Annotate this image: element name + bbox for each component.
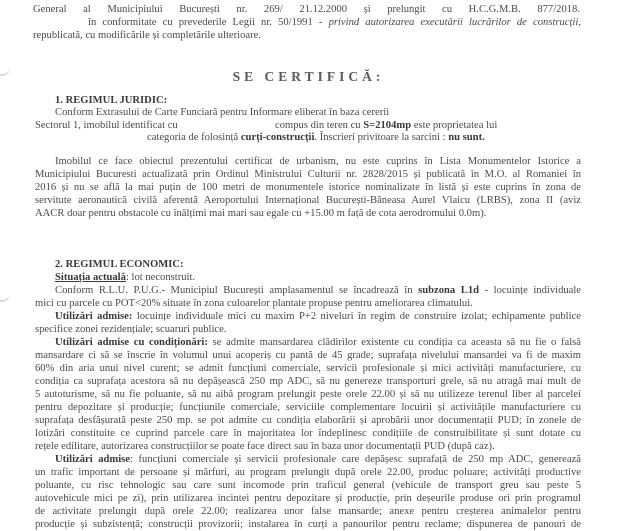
intro-line-1 xyxy=(33,3,580,16)
section1-p1-line3 xyxy=(147,131,485,144)
conditional-uses-label: Utilizări admise cu condiționări: xyxy=(55,337,208,348)
restricted-uses-line: autovehicule mici pe zi), prin utilizarea incintei pentru depozitare și producție, prin deșeurile produse ori prin programul xyxy=(35,493,581,504)
surface-prefix: compus din teren cu xyxy=(275,120,364,131)
section1-p1-line2a: Sectorul 1, imobilul identificat cu xyxy=(35,120,178,131)
section1-p2-line: Imobilul ce face obiectul prezentului certificat de urbanism, nu este cuprins în Lista Monumentelor Istorice a xyxy=(55,156,581,167)
section1-p2-line: AACR doar pentru obstacole cu înălțimi mai mari sau egale cu +15.00 m față de cota aerodromului 0.0m). xyxy=(35,208,487,219)
conditional-uses-line: lotizări constituite ce cuprind parcele care în majoritatea lor îndeplinesc condițiile de construibilitate și sunt dotate cu xyxy=(35,428,581,439)
intro-line-3: republicată, cu modificările și completările ulterioare. xyxy=(33,30,261,41)
section2-heading: 2. REGIMUL ECONOMIC: xyxy=(55,259,184,270)
zoning-line-1 xyxy=(55,284,581,297)
conditional-uses-text: se admite mansardarea clădirilor existente cu condiția ca aceasta să nu fie o falsă xyxy=(207,337,581,348)
conditional-uses-line: pentru depozitare și producție; funcțiunile comerciale, serviciile complementare locuirii și activitățile manufacturiere cu xyxy=(35,402,581,413)
conditional-uses-line: suprafața desfășurată peste 250 mp. se pot admite cu condiția elaborării și aprobării unor documentații PUD; în zonele de xyxy=(35,415,581,426)
zoning-text: Conform R.L.U. P.U.G.- Municipiul București amplasamentul se încadrează în xyxy=(55,285,419,296)
owner-text: este proprietatea lui xyxy=(411,120,498,131)
encumbrances-label: . Înscrieri privitoare la sarcini : xyxy=(314,132,449,143)
restricted-uses-line: producție și subzistență; construcții provizorii; instalarea în curți a panourilor pentru reclame; dispunerea de panouri de xyxy=(35,519,581,530)
restricted-uses-label: Utilizări admise xyxy=(55,454,131,465)
section1-p2-line: 2016 și nu se află la mai puțin de 100 metri de monumentele istorice nominalizate în listă și este cuprins în zona de xyxy=(35,182,581,193)
zoning-line-2: mici cu parcele cu POT<20% situate în zona culoarelor plantate propuse pentru ameliorarea climatului. xyxy=(35,298,473,309)
section1-p1-line1: Conform Extrasului de Carte Funciară pentru Informare eliberat în baza cererii xyxy=(55,107,390,118)
category-value: curți-construcții xyxy=(240,132,315,143)
intro-text: General al Municipiului București nr. 269/ 21.12.2000 și prelungit cu H.C.G.M.B. 877/2018. xyxy=(33,4,580,15)
category-label: categoria de folosință xyxy=(147,132,241,143)
restricted-uses-line: poluante, cu risc tehnologic sau care sunt incomode prin traficul general (vehicule de transport greu sau peste 5 xyxy=(35,480,581,491)
intro-line-2 xyxy=(88,16,581,29)
zoning-subzone: subzona L1d xyxy=(418,285,480,296)
conditional-uses-line: 60% din aria unui nivel curent; se admit funcțiuni comerciale, servicii profesionale și mici activități manufacturiere, cu xyxy=(35,363,581,374)
conditional-uses-last-line: rețele edilitare, autorizarea construcțiilor se poate face direct sau în baza unor documentații PUD (după caz). xyxy=(35,441,495,452)
conditional-uses-line: mansardare ci să se înscrie în volumul unui acoperiș cu pantă de 45 grade; suprafața nivelului mansardei va fi de maxim xyxy=(35,350,581,361)
restricted-uses-line: de activitate prelungit după orele 22.00; realizarea unor false mansarde; anexe pentru creșterea animalelor pentru xyxy=(35,506,581,517)
restricted-uses-line: un trafic important de persoane și mărfuri, au program prelungit după orele 22.00, produc poluare; activități productive xyxy=(35,467,581,478)
current-situation-value: : lot neconstruit. xyxy=(125,272,196,283)
intro-law-italic: privind autorizarea executării lucrărilor de construcții xyxy=(328,17,579,28)
conditional-uses-line-1 xyxy=(55,336,581,349)
page-title: SE CERTIFICĂ: xyxy=(232,69,385,84)
section1-p2-line: Municipiului Bucuresti actualizată prin Ordinul Ministrului Culturii nr. 2828/2015 și publicată în M.O. al Romaniei în xyxy=(35,169,581,180)
intro-comma: , xyxy=(578,17,581,28)
zoning-desc: - locuințe individuale xyxy=(479,285,582,296)
restricted-uses-text: : funcțiuni comerciale și servicii profesionale care depășesc suprafață de 250 mp ADC, generează xyxy=(130,454,581,465)
encumbrances-value: nu sunt. xyxy=(448,132,485,143)
conditional-uses-line: 5 autoturisme, să nu fie poluante, să nu aibă program prelungit peste orele 22.00 și să nu utilizeze terenul liber al parcelei xyxy=(35,389,581,400)
allowed-uses-line-2: specifice zonei rezidențiale; scuaruri publice. xyxy=(35,324,227,335)
allowed-uses-label: Utilizări admise: xyxy=(55,311,133,322)
allowed-uses-text: locuințe individuale mici cu maxim P+2 niveluri în regim de construire izolat; echipamente publice xyxy=(132,311,581,322)
current-situation-label: Situația actuală xyxy=(55,272,126,283)
section1-p2-line: servitute aeronautică civilă aferentă Aeroportului Internațional București-Băneasa Aurel Vlaicu (LRBS), zona II (aviz xyxy=(35,195,581,206)
conditional-uses-line: condiția ca suprafața acestora să nu depășească 250 mp ADC, să nu genereze transporturi grele, să nu atragă mai mult de xyxy=(35,376,581,387)
punch-hole-mark xyxy=(0,290,10,302)
intro-law-text: în conformitate cu prevederile Legii nr. 50/1991 - xyxy=(88,17,329,28)
restricted-uses-line-1 xyxy=(55,453,581,466)
current-situation xyxy=(55,271,195,284)
allowed-uses-line-1 xyxy=(55,310,581,323)
surface-value: S=2104mp xyxy=(363,120,412,131)
section1-heading: 1. REGIMUL JURIDIC: xyxy=(55,95,168,106)
